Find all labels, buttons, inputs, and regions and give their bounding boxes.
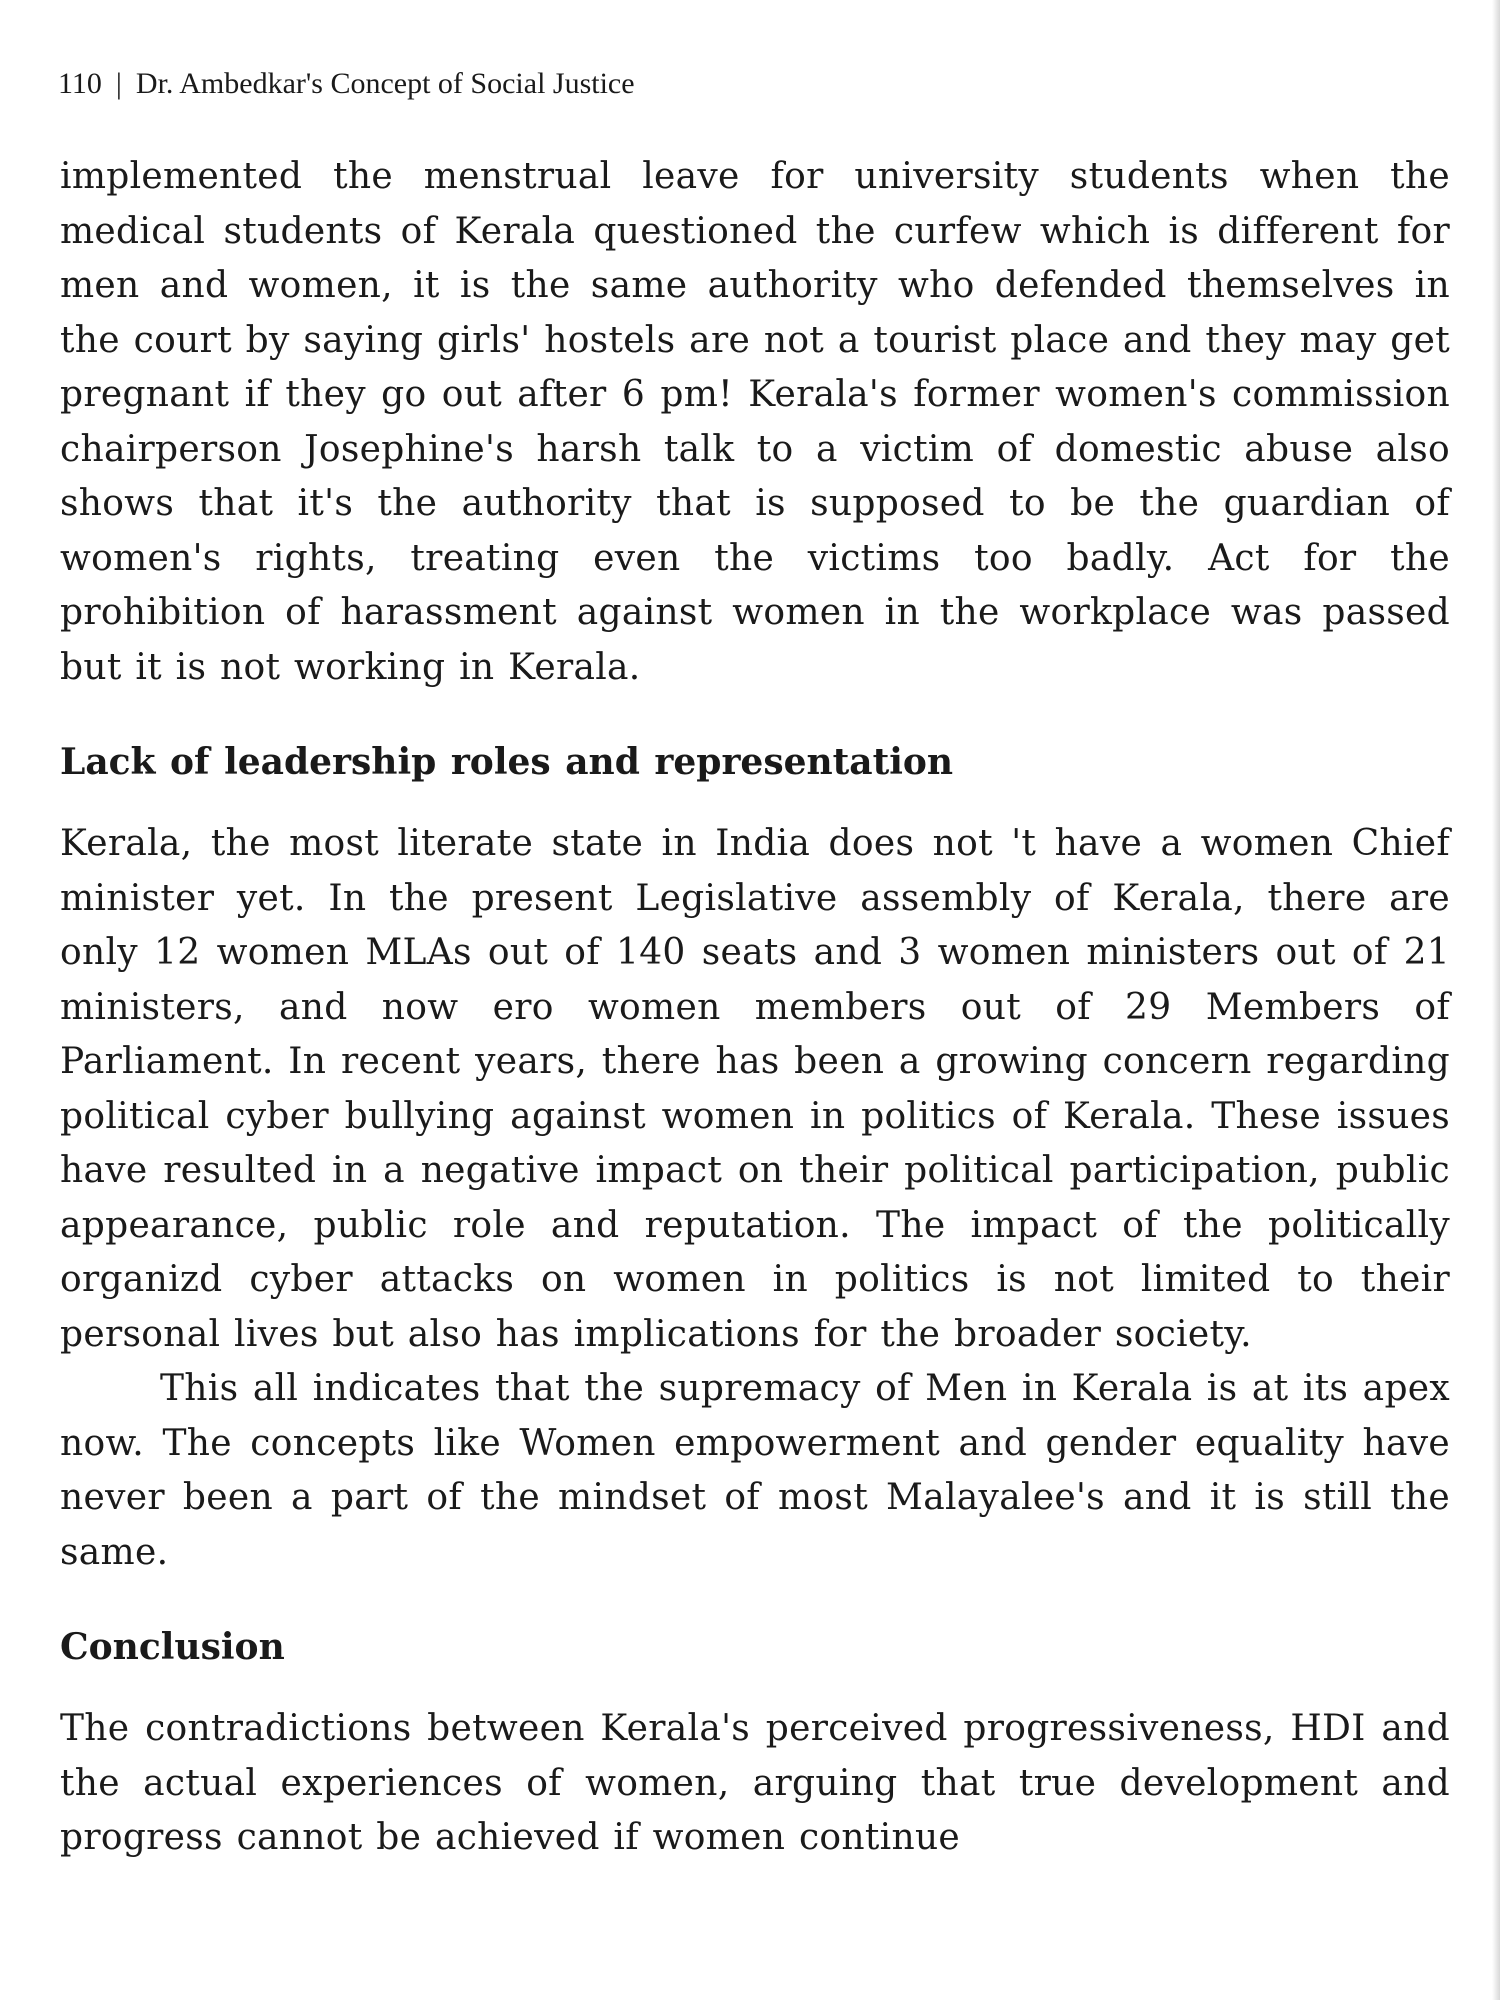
- page-number: 110: [58, 67, 102, 100]
- page-body: [60, 150, 1450, 1866]
- paragraph-continued: implemented the menstrual leave for university students when the medical students of Kerala questioned the curfew which is different for men and women, it is the same authority who defended themselves in the court by saying girls' hostels are not a tourist place and they may get pregnant if they go out after 6 pm! Kerala's former women's commission chairperson Josephine's harsh talk to a victim of domestic abuse also shows that it's the authority that is supposed to be the guardian of women's rights, treating even the victims too badly. Act for the prohibition of harassment against women in the workplace was passed but it is not working in Kerala.: [60, 156, 1450, 688]
- section-heading-conclusion: Conclusion: [60, 1626, 285, 1668]
- book-title: Dr. Ambedkar's Concept of Social Justice: [135, 67, 635, 100]
- paragraph-supremacy: This all indicates that the supremacy of Men in Kerala is at its apex now. The concepts like Women empowerment and gender equality have never been a part of the mindset of most Malayalee's and it is still the same.: [60, 1368, 1450, 1573]
- header-separator: |: [115, 67, 122, 100]
- page-edge-shadow: [1492, 0, 1500, 2000]
- paragraph-leadership: Kerala, the most literate state in India does not 't have a women Chief minister yet. In the present Legislative assembly of Kerala, there are only 12 women MLAs out of 140 seats and 3 women ministers out of 21 ministers, and now ero women members out of 29 Members of Parliament. In recent years, there has been a growing concern regarding political cyber bullying against women in politics of Kerala. These issues have resulted in a negative impact on their political participation, public appearance, public role and reputation. The impact of the politically organizd cyber attacks on women in politics is not limited to their personal lives but also has implications for the broader society.: [60, 823, 1450, 1355]
- paragraph-conclusion: The contradictions between Kerala's perceived progressiveness, HDI and the actual experiences of women, arguing that true development and progress cannot be achieved if women continue: [60, 1708, 1450, 1858]
- section-heading-leadership: Lack of leadership roles and representation: [60, 741, 954, 783]
- running-header: [58, 64, 635, 104]
